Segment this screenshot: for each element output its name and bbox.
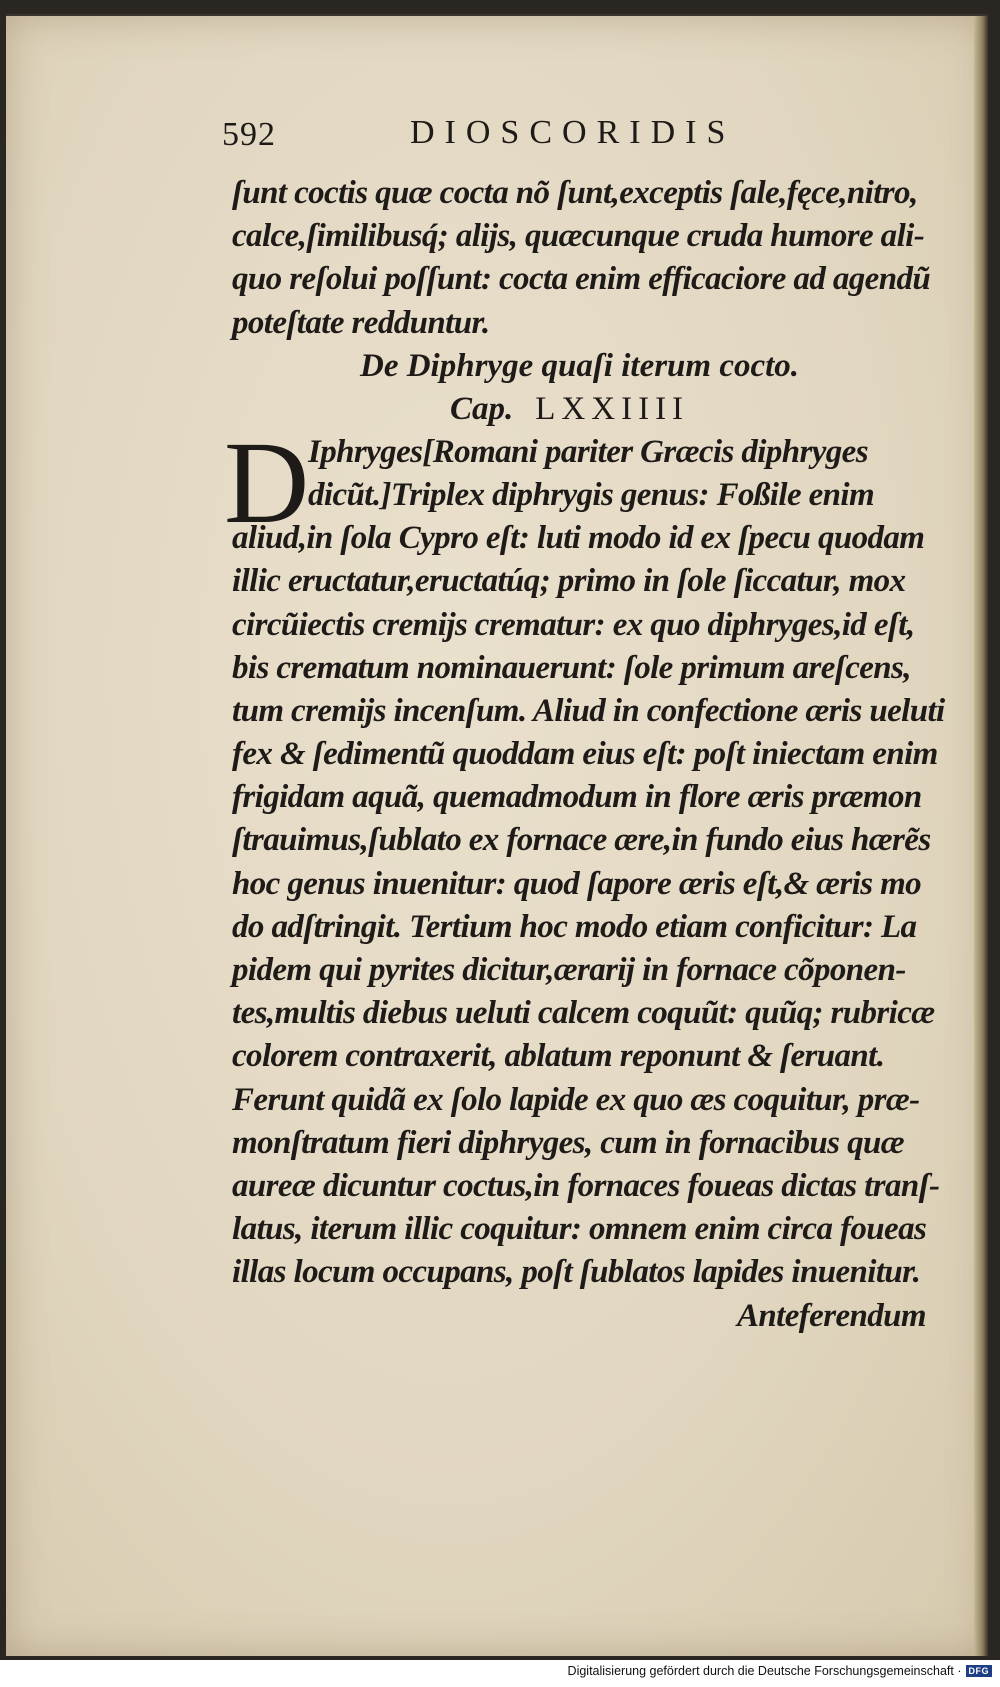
drop-cap: D [224, 416, 310, 548]
intro-paragraph [232, 172, 932, 345]
text-line: Iphryges[Romani pariter Græcis diphryges [308, 433, 868, 470]
text-line: tes,multis diebus ueluti calcem coquũt: quũq; rubricæ [232, 995, 935, 1032]
digitization-credit [568, 1664, 992, 1678]
text-line: aureæ dicuntur coctus,in fornaces foueas dictas tranſ- [232, 1167, 940, 1204]
chapter-body [224, 416, 945, 1338]
text-line: Ferunt quidã ex ſolo lapide ex quo æs coquitur, præ- [232, 1081, 920, 1118]
chapter-number [232, 388, 932, 431]
text-line: colorem contraxerit, ablatum reponunt & ſeruant. [232, 1038, 885, 1075]
text-line: pidem qui pyrites dicitur,ærarij in fornace cõponen- [232, 952, 906, 988]
dfg-logo: DFG [966, 1665, 993, 1677]
text-line: poteſtate redduntur. [232, 304, 490, 341]
text-line: tum cremijs incenſum. Aliud in confectione æris ueluti [232, 692, 945, 729]
text-block [222, 110, 945, 1338]
text-line: ſtrauimus,ſublato ex fornace ære,in fundo eius hærẽs [232, 822, 931, 859]
running-head [222, 110, 932, 172]
page-number: 592 [222, 116, 276, 153]
text-line: hoc genus inuenitur: quod ſapore æris eſt,& æris mo [232, 865, 922, 902]
credit-text: Digitalisierung gefördert durch die Deutsche Forschungsgemeinschaft · [567, 1664, 962, 1678]
running-title: DIOSCORIDIS [410, 114, 736, 151]
text-line: bis crematum nominauerunt: ſole primum areſcens, [232, 649, 911, 686]
catchword: Anteferendum [737, 1297, 926, 1334]
text-line: dicũt.]Triplex diphrygis genus: Foßile enim [308, 476, 875, 513]
chapter-label: Cap. [450, 390, 514, 427]
text-line: illas locum occupans, poſt ſublatos lapides inuenitur. [232, 1254, 921, 1291]
text-line: frigidam aquã, quemadmodum in flore æris præmon [232, 779, 922, 816]
text-line: ſunt coctis quæ cocta nõ ſunt,exceptis ſale,fęce,nitro, [232, 175, 918, 211]
page-edge [974, 16, 988, 1656]
text-line: aliud,in ſola Cypro eſt: luti modo id ex ſpecu quodam [232, 520, 925, 557]
text-line: latus, iterum illic coquitur: omnem enim circa foueas [232, 1211, 927, 1248]
text-line: monſtratum fieri diphryges, cum in fornacibus quæ [232, 1124, 904, 1161]
text-line: do adſtringit. Tertium hoc modo etiam conficitur: La [232, 908, 917, 945]
chapter-title: De Diphryge quaſi iterum cocto. [360, 347, 800, 384]
text-line: calce,ſimilibusq́; alijs, quæcunque cruda humore ali- [232, 218, 925, 255]
chapter-roman-numeral: LXXIIII [535, 390, 690, 427]
text-line: illic eructatur,eructatúq; primo in ſole ſiccatur, mox [232, 563, 906, 600]
text-line: quo reſolui poſſunt: cocta enim efficaciore ad agendũ [232, 261, 931, 298]
text-line: circũiectis cremijs crematur: ex quo diphryges,id eſt, [232, 606, 915, 643]
text-line: fex & ſedimentũ quoddam eius eſt: poſt iniectam enim [232, 736, 938, 773]
